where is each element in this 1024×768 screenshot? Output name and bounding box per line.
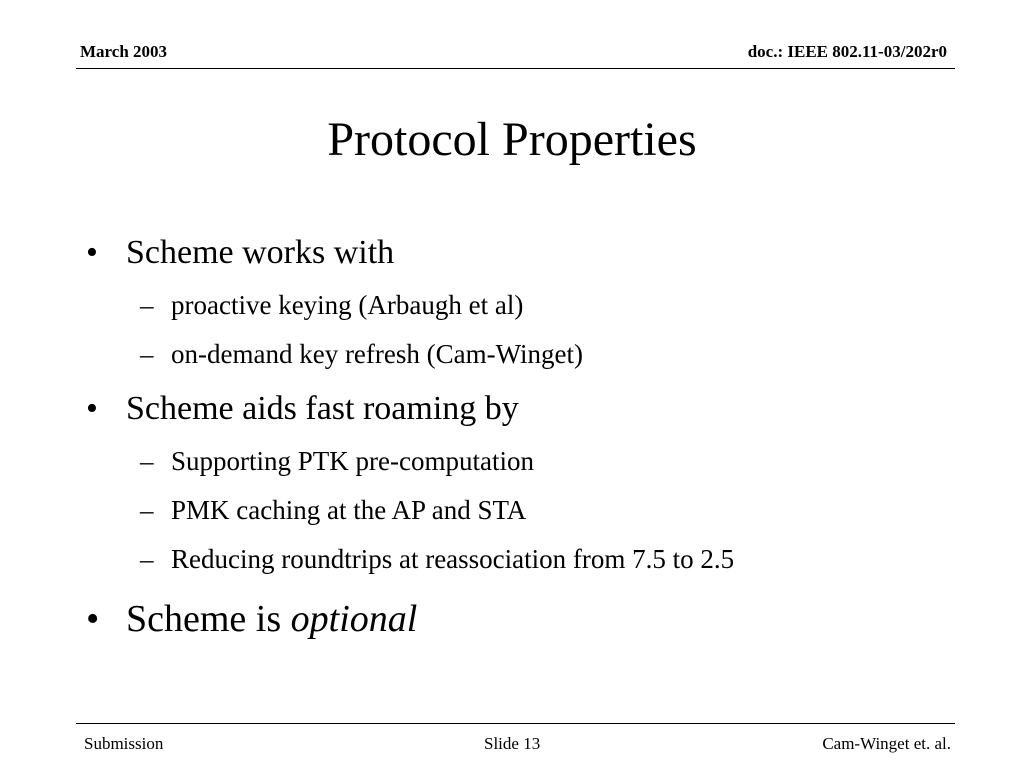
- sub-bullet-text: Supporting PTK pre-computation: [171, 446, 534, 476]
- sub-bullet-marker: –: [140, 339, 154, 369]
- sub-bullet-marker: –: [140, 495, 154, 525]
- sub-bullet-text: proactive keying (Arbaugh et al): [171, 290, 524, 320]
- footer-slide-number: Slide 13: [484, 734, 541, 753]
- footer-authors: Cam-Winget et. al.: [822, 734, 951, 753]
- bullet-text-emphasis: optional: [290, 598, 418, 640]
- bullet-text: Scheme aids fast roaming by: [126, 390, 519, 427]
- sub-bullet-marker: –: [140, 544, 154, 574]
- header-date: March 2003: [80, 42, 168, 61]
- bullet-marker: •: [86, 234, 98, 271]
- slide-title: Protocol Properties: [327, 113, 697, 166]
- bullet-text-plain: Scheme is: [126, 598, 291, 640]
- footer-submission: Submission: [84, 734, 164, 753]
- bullet-marker: •: [86, 390, 98, 427]
- sub-bullet-text: PMK caching at the AP and STA: [171, 495, 527, 525]
- footer-divider: [76, 723, 955, 724]
- sub-bullet-marker: –: [140, 290, 154, 320]
- sub-bullet-text: Reducing roundtrips at reassociation from 7.5 to 2.5: [171, 544, 735, 574]
- bullet-marker: •: [86, 598, 100, 640]
- sub-bullet-marker: –: [140, 446, 154, 476]
- header-doc-id: doc.: IEEE 802.11-03/202r0: [747, 42, 947, 61]
- bullet-text: [126, 597, 417, 641]
- sub-bullet-text: on-demand key refresh (Cam-Winget): [171, 339, 584, 369]
- bullet-text: Scheme works with: [126, 234, 395, 271]
